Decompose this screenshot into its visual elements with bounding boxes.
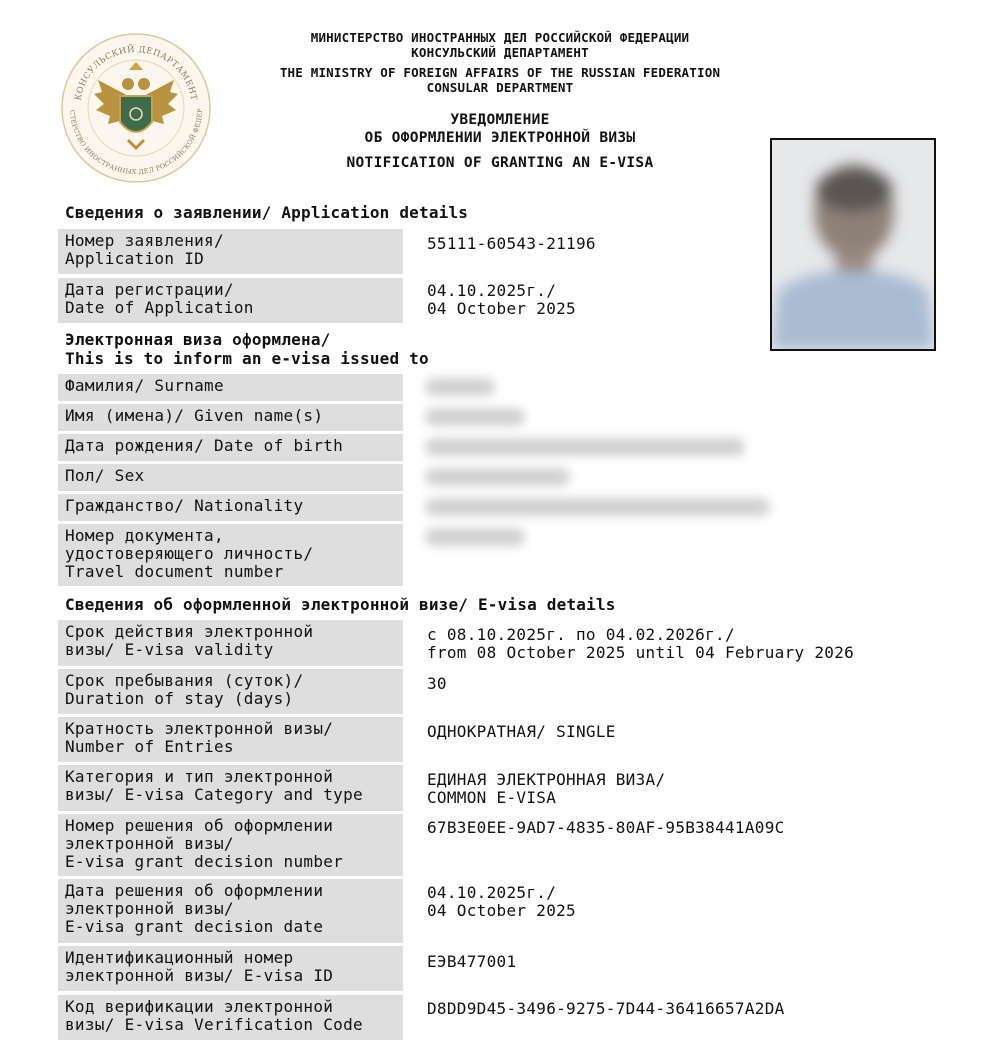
nationality-redacted — [425, 498, 770, 516]
validity-label: Срок действия электронной визы/ E-visa validity — [58, 620, 403, 666]
decision-number-label: Номер решения об оформлении электронной визы/ E-visa grant decision number — [58, 814, 403, 876]
application-id-value: 55111-60543-21196 — [427, 234, 596, 253]
decision-date-label: Дата решения об оформлении электронной визы/ E-visa grant decision date — [58, 879, 403, 943]
sex-redacted — [425, 468, 570, 486]
consular-seal — [58, 30, 214, 186]
evisa-id-value: ЕЭВ477001 — [427, 952, 517, 971]
section-application-details: Сведения о заявлении/ Application details — [65, 203, 469, 222]
sex-label: Пол/ Sex — [58, 464, 403, 491]
ministry-en: THE MINISTRY OF FOREIGN AFFAIRS OF THE RUSSIAN FEDERATION — [279, 65, 721, 80]
applicant-photo — [770, 138, 936, 351]
entries-label: Кратность электронной визы/ Number of Entries — [58, 717, 403, 762]
entries-value: ОДНОКРАТНАЯ/ SINGLE — [427, 722, 616, 741]
decision-date-value: 04.10.2025г./ 04 October 2025 — [427, 883, 576, 921]
validity-value: с 08.10.2025г. по 04.02.2026г./ from 08 October 2025 until 04 February 2026 — [427, 625, 855, 663]
svg-text:МИНИСТЕРСТВО ИНОСТРАННЫХ ДЕЛ Р: СТЕРСТВО ИНОСТРАННЫХ ДЕЛ РОССИЙСКОЙ ФЕДЕР — [67, 108, 205, 177]
application-id-label: Номер заявления/ Application ID — [58, 229, 403, 274]
nationality-label: Гражданство/ Nationality — [58, 494, 403, 521]
duration-value: 30 — [427, 674, 447, 693]
department-en: CONSULAR DEPARTMENT — [426, 80, 574, 95]
duration-label: Срок пребывания (суток)/ Duration of stay (days) — [58, 669, 403, 714]
section-evisa-details: Сведения об оформленной электронной визе/ E-visa details — [65, 595, 616, 614]
category-label: Категория и тип электронной визы/ E-visa Category and type — [58, 765, 403, 811]
ministry-ru: МИНИСТЕРСТВО ИНОСТРАННЫХ ДЕЛ РОССИЙСКОЙ ФЕДЕРАЦИИ — [310, 30, 690, 45]
travel-doc-label: Номер документа, удостоверяющего личность/ Travel document number — [58, 524, 403, 586]
section-issued-to: Электронная виза оформлена/ This is to inform an e-visa issued to — [65, 330, 429, 368]
title-ru-2: ОБ ОФОРМЛЕНИИ ЭЛЕКТРОННОЙ ВИЗЫ — [364, 130, 636, 146]
dob-redacted — [425, 438, 745, 456]
title-en: NOTIFICATION OF GRANTING AN E-VISA — [346, 155, 654, 171]
verification-code-value: D8DD9D45-3496-9275-7D44-36416657A2DA — [427, 999, 785, 1018]
dob-label: Дата рождения/ Date of birth — [58, 434, 403, 461]
category-value: ЕДИНАЯ ЭЛЕКТРОННАЯ ВИЗА/ COMMON E-VISA — [427, 770, 666, 808]
title-ru-1: УВЕДОМЛЕНИЕ — [450, 112, 550, 128]
decision-number-value: 67B3E0EE-9AD7-4835-80AF-95B38441A09C — [427, 818, 785, 837]
verification-code-label: Код верификации электронной визы/ E-visa Verification Code — [58, 995, 403, 1040]
given-name-redacted — [425, 408, 525, 426]
evisa-id-label: Идентификационный номер электронной визы/ E-visa ID — [58, 946, 403, 991]
application-date-value: 04.10.2025г./ 04 October 2025 — [427, 281, 576, 319]
given-name-label: Имя (имена)/ Given name(s) — [58, 404, 403, 431]
surname-redacted — [425, 378, 495, 396]
application-date-label: Дата регистрации/ Date of Application — [58, 278, 403, 323]
travel-doc-redacted — [425, 528, 525, 546]
department-ru: КОНСУЛЬСКИЙ ДЕПАРТАМЕНТ — [411, 45, 589, 60]
svg-text:КОНСУЛЬСКИЙ ДЕПАРТАМЕНТ: КОНСУЛЬСКИЙ ДЕПАРТАМЕНТ — [73, 44, 199, 102]
surname-label: Фамилия/ Surname — [58, 374, 403, 401]
